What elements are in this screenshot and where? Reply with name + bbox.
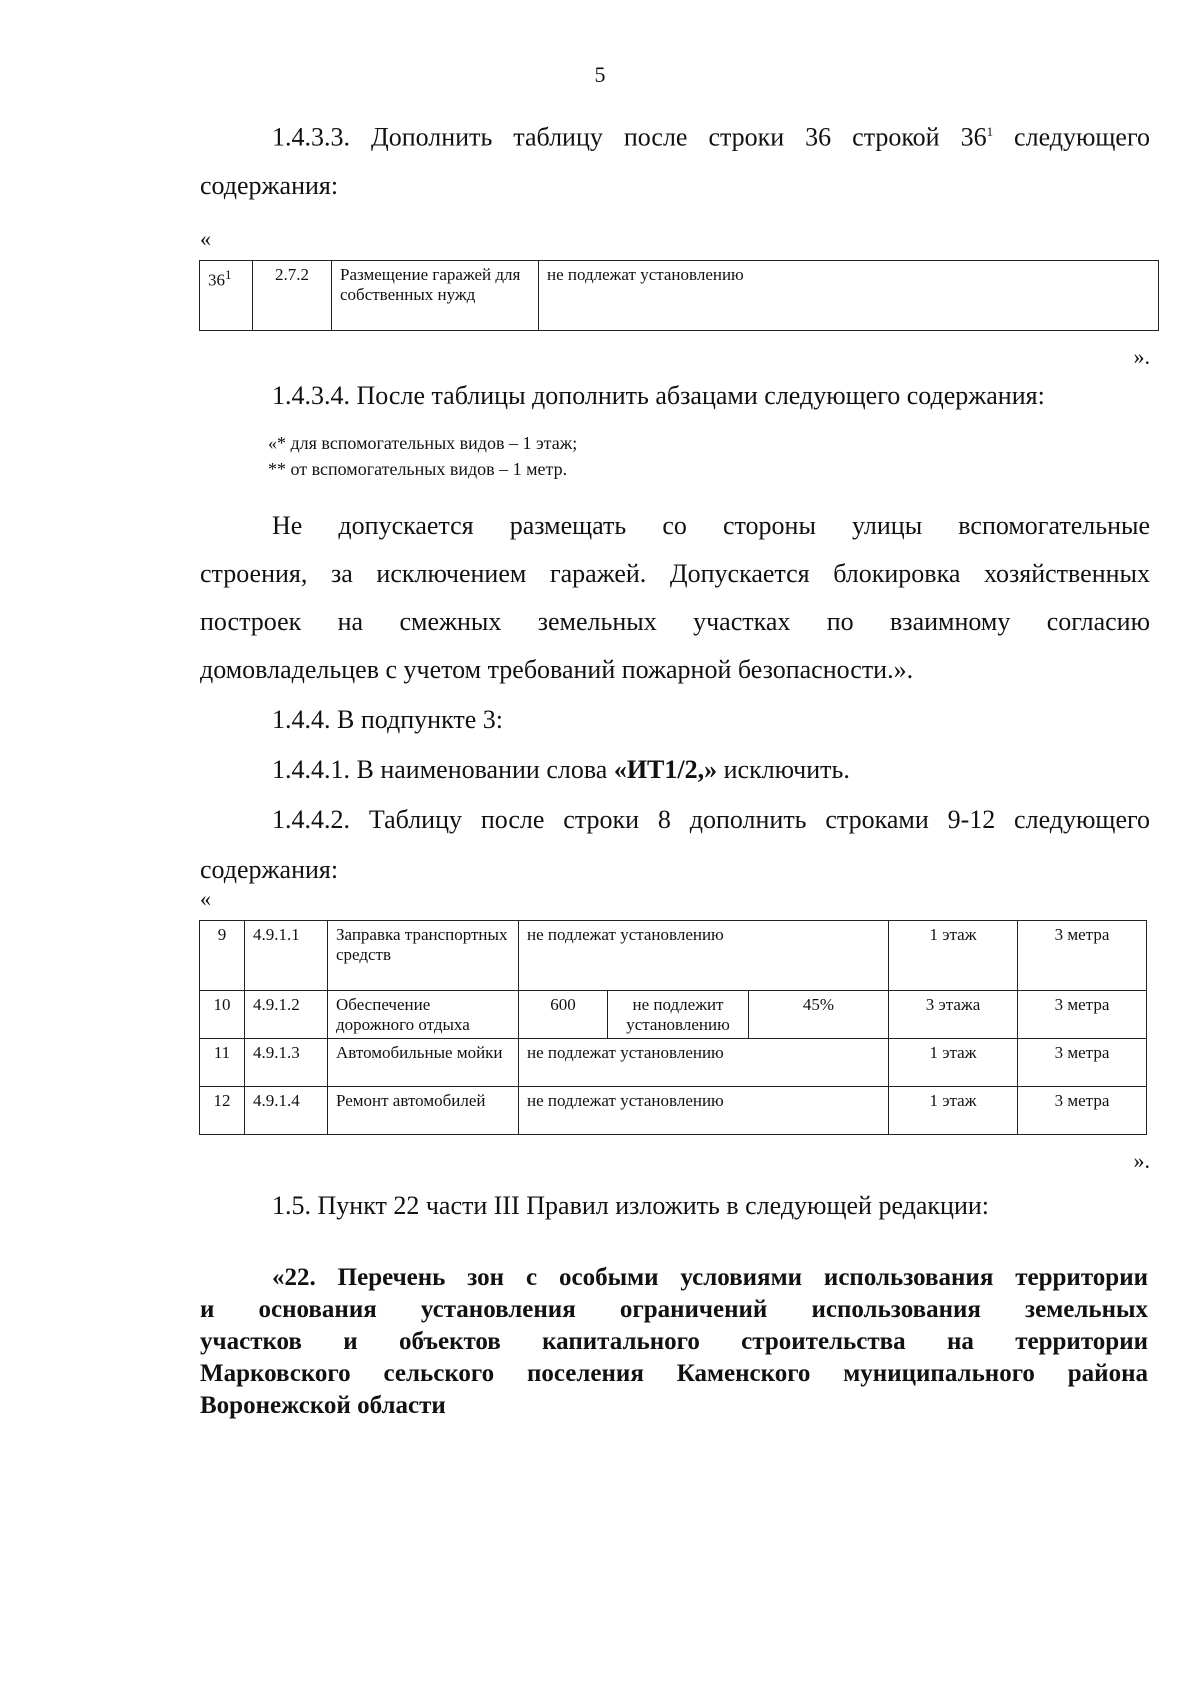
paragraph-1-5: 1.5. Пункт 22 части III Правил изложить в следующей редакции: (272, 1191, 990, 1220)
cell-value: не подлежат установлению (519, 1087, 889, 1135)
open-quote-2: « (200, 886, 211, 911)
paragraph-1-4-4: 1.4.4. В подпункте 3: (272, 705, 503, 734)
cell-floors: 1 этаж (889, 1039, 1018, 1087)
cell-num: 12 (200, 1087, 245, 1135)
cell-floors: 1 этаж (889, 1087, 1018, 1135)
note-line-2: ** от вспомогательных видов – 1 метр. (268, 459, 568, 479)
cell-name: Размещение гаражей для собственных нужд (332, 261, 539, 331)
table-row (200, 991, 1147, 1039)
cell-name: Обеспечение дорожного отдыха (328, 991, 519, 1039)
table-row (200, 261, 1159, 331)
heading-22-line5: Воронежской области (200, 1392, 446, 1419)
paragraph-1-4-3-3-line2: содержания: (200, 171, 339, 200)
cell-num: 10 (200, 991, 245, 1039)
heading-22-line3: участков и объектов капитального строительства на территории (200, 1328, 1148, 1355)
cell-floors: 3 этажа (889, 991, 1018, 1039)
close-quote: ». (1133, 344, 1150, 369)
table-rows-9-12 (199, 920, 1147, 1135)
cell-value: не подлежат установлению (539, 261, 1159, 331)
paragraph-1-4-4-2-line2: содержания: (200, 855, 339, 884)
cell-code: 4.9.1.3 (245, 1039, 328, 1087)
body-line-4: домовладельцев с учетом требований пожарной безопасности.». (200, 655, 914, 684)
table-row-36-1 (199, 260, 1159, 331)
cell-code: 4.9.1.1 (245, 921, 328, 991)
body-line-3: построек на смежных земельных участках по взаимному согласию (200, 607, 1150, 636)
paragraph-1-4-4-2-line1: 1.4.4.2. Таблицу после строки 8 дополнить строками 9-12 следующего (272, 805, 1150, 834)
cell-value-3: 45% (749, 991, 889, 1039)
paragraph-1-4-4-1: 1.4.4.1. В наименовании слова «ИТ1/2,» исключить. (272, 755, 850, 784)
cell-distance: 3 метра (1018, 991, 1147, 1039)
paragraph-1-4-3-3-line1: 1.4.3.3. Дополнить таблицу после строки 36 строкой $36^1$ следующего (272, 122, 1150, 152)
paragraph-1-4-3-4: 1.4.3.4. После таблицы дополнить абзацами следующего содержания: (272, 381, 1045, 410)
cell-num: 11 (200, 1039, 245, 1087)
cell-value: не подлежат установлению (519, 921, 889, 991)
cell-value-1: 600 (519, 991, 608, 1039)
note-line-1: «* для вспомогательных видов – 1 этаж; (268, 433, 578, 453)
cell-name: Заправка транспортных средств (328, 921, 519, 991)
cell-value-2: не подлежит установлению (608, 991, 749, 1039)
close-quote-2: ». (1133, 1148, 1150, 1173)
heading-22-line1: «22. Перечень зон с особыми условиями использования территории (272, 1264, 1148, 1291)
cell-code: 2.7.2 (253, 261, 332, 331)
cell-distance: 3 метра (1018, 1087, 1147, 1135)
cell-name: Ремонт автомобилей (328, 1087, 519, 1135)
cell-distance: 3 метра (1018, 1039, 1147, 1087)
cell-name: Автомобильные мойки (328, 1039, 519, 1087)
open-quote: « (200, 226, 211, 251)
cell-num: 9 (200, 921, 245, 991)
heading-22-line4: Марковского сельского поселения Каменского муниципального района (200, 1360, 1148, 1387)
table-row (200, 1087, 1147, 1135)
body-line-2: строения, за исключением гаражей. Допускается блокировка хозяйственных (200, 559, 1150, 588)
cell-value: не подлежат установлению (519, 1039, 889, 1087)
heading-22-line2: и основания установления ограничений использования земельных (200, 1296, 1148, 1323)
cell-num: $36^1$ (200, 261, 253, 331)
table-row (200, 1039, 1147, 1087)
cell-code: 4.9.1.2 (245, 991, 328, 1039)
cell-floors: 1 этаж (889, 921, 1018, 991)
table-row (200, 921, 1147, 991)
page-number: 5 (594, 62, 606, 87)
body-line-1: Не допускается размещать со стороны улицы вспомогательные (272, 511, 1150, 540)
cell-code: 4.9.1.4 (245, 1087, 328, 1135)
cell-distance: 3 метра (1018, 921, 1147, 991)
